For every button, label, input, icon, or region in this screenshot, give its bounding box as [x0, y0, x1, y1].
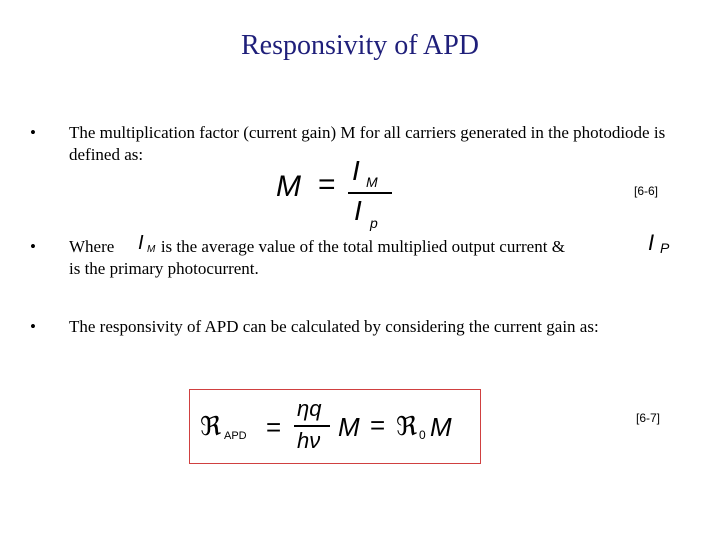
bullet-dot: •: [30, 123, 36, 142]
eq1-den-main: I: [354, 195, 362, 226]
bullet-dot: •: [30, 237, 36, 256]
eq2-equals-2: =: [370, 410, 386, 440]
inline-IM-sub: M: [147, 244, 156, 255]
eq1-num-main: I: [352, 155, 360, 186]
eq2-reference: [6-7]: [636, 411, 661, 425]
eq2-M-2: M: [430, 412, 452, 442]
eq1-equals: =: [318, 168, 336, 201]
bullet-3-text: The responsivity of APD can be calculated by considering the current gain as:: [69, 317, 599, 336]
inline-IM-main: I: [138, 232, 144, 254]
eq2-numerator: ηq: [297, 396, 322, 421]
eq2-r0-subscript: 0: [419, 428, 426, 442]
bullet-2-text: [69, 236, 680, 280]
bullet-dot: •: [30, 317, 36, 336]
bullet-2-text-b: is the average value of the total multiplied output current &: [160, 237, 565, 256]
eq1-fraction-bar: [348, 192, 392, 194]
bullet-3: [30, 316, 680, 338]
bullet-2: [30, 236, 680, 280]
eq2-r-symbol: ℜ: [200, 412, 222, 442]
eq1-den-sub: p: [370, 215, 378, 231]
eq2-denominator: hν: [297, 428, 321, 453]
bullet-2-text-a: Where: [69, 237, 115, 256]
inline-IP-main: I: [648, 230, 655, 255]
eq1-lhs: M: [276, 170, 301, 203]
bullet-1-text: The multiplication factor (current gain) M for all carriers generated in the photodiode is defined as:: [69, 123, 666, 164]
eq2-equals-1: =: [266, 412, 282, 442]
eq2-r0-symbol: ℜ: [396, 412, 418, 442]
eq2-fraction-bar: [294, 425, 330, 427]
eq2-r-subscript: APD: [224, 430, 247, 442]
eq2-M-1: M: [338, 412, 360, 442]
eq1-reference: [6-6]: [634, 184, 659, 198]
eq1-num-sub: M: [366, 174, 378, 190]
bullet-2-text-c: is the primary photocurrent.: [69, 259, 259, 278]
slide-title: Responsivity of APD: [240, 30, 480, 61]
inline-IP-sub: P: [660, 240, 670, 256]
